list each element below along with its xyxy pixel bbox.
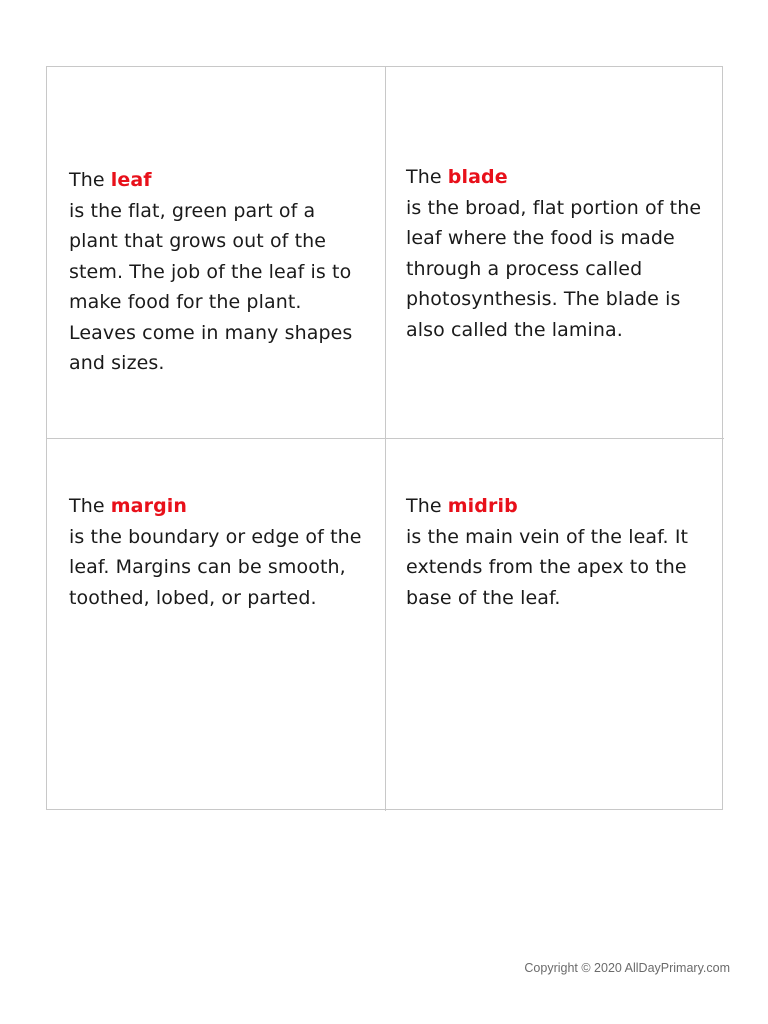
copyright-footer: Copyright © 2020 AllDayPrimary.com: [524, 961, 730, 975]
card-text: [406, 491, 706, 613]
card-midrib: [386, 439, 724, 811]
card-leaf: [47, 67, 386, 439]
card-lead: The: [406, 166, 442, 188]
card-definition: is the flat, green part of a plant that grows out of the stem. The job of the leaf is to make food for the plant. Leaves come in many shapes and sizes.: [69, 199, 353, 374]
card-lead: The: [406, 495, 442, 517]
card-definition: is the boundary or edge of the leaf. Margins can be smooth, toothed, lobed, or parted.: [69, 525, 362, 609]
card-lead: The: [69, 169, 105, 191]
card-blade: [386, 67, 724, 439]
card-term: leaf: [110, 169, 152, 191]
card-term: margin: [110, 495, 188, 517]
card-text: [406, 162, 706, 345]
card-term: midrib: [447, 495, 518, 517]
card-lead: The: [69, 495, 105, 517]
card-definition: is the main vein of the leaf. It extends from the apex to the base of the leaf.: [406, 525, 689, 609]
card-text: [69, 165, 369, 379]
card-term: blade: [447, 166, 508, 188]
card-text: [69, 491, 369, 613]
card-margin: [47, 439, 386, 811]
card-grid: [46, 66, 723, 810]
card-definition: is the broad, flat portion of the leaf where the food is made through a process called photosynthesis. The blade is also called the lamina.: [406, 196, 702, 341]
